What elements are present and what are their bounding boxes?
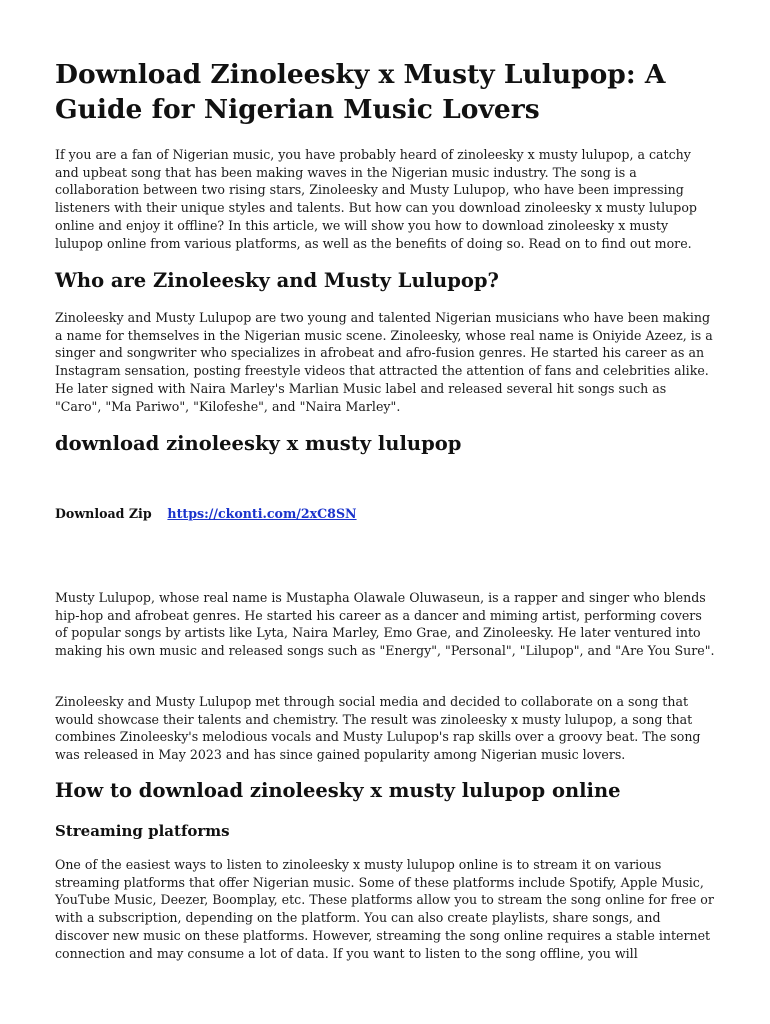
bio-paragraph-musty: Musty Lulupop, whose real name is Mustapha Olawale Oluwaseun, is a rapper and singer who blends hip-hop and afrobeat genres. He started his career as a dancer and miming artist, performing covers of popular songs by artists like Lyta, Naira Marley, Emo Grae, and Zinoleesky. He later ventured into making his own music and released songs such as "Energy", "Personal", "Lilupop", and "Are You Sure". <box>55 590 715 659</box>
streaming-paragraph: One of the easiest ways to listen to zinoleesky x musty lulupop online is to stream it on various streaming platforms that offer Nigerian music. Some of these platforms include Spotify, Apple Music, YouTube Music, Deezer, Boomplay, etc. These platforms allow you to stream the song online for free or with a subscription, depending on the platform. You can also create playlists, share songs, and discover new music on these platforms. However, streaming the song online requires a stable internet connection and may consume a lot of data. If you want to listen to the song offline, you will <box>55 857 714 961</box>
page-title: Download Zinoleesky x Musty Lulupop: A Guide for Nigerian Music Lovers <box>55 59 666 125</box>
download-label: Download Zip <box>55 506 152 521</box>
section-heading-how: How to download zinoleesky x musty lulupop online <box>55 779 621 802</box>
download-link[interactable]: https://ckonti.com/2xC8SN <box>167 506 357 521</box>
download-line <box>55 505 357 523</box>
keyword-heading: download zinoleesky x musty lulupop <box>55 432 462 455</box>
subsection-heading-streaming: Streaming platforms <box>55 822 230 840</box>
section-heading-who: Who are Zinoleesky and Musty Lulupop? <box>55 269 499 292</box>
intro-paragraph: If you are a fan of Nigerian music, you have probably heard of zinoleesky x musty lulupop, a catchy and upbeat song that has been making waves in the Nigerian music industry. The song is a collaboration between two rising stars, Zinoleesky and Musty Lulupop, who have been impressing listeners with their unique styles and talents. But how can you download zinoleesky x musty lulupop online and enjoy it offline? In this article, we will show you how to download zinoleesky x musty lulupop online from various platforms, as well as the benefits of doing so. Read on to find out more. <box>55 147 697 251</box>
bio-paragraph-zinoleesky: Zinoleesky and Musty Lulupop are two young and talented Nigerian musicians who have been making a name for themselves in the Nigerian music scene. Zinoleesky, whose real name is Oniyide Azeez, is a singer and songwriter who specializes in afrobeat and afro-fusion genres. He started his career as an Instagram sensation, posting freestyle videos that attracted the attention of fans and celebrities alike. He later signed with Naira Marley's Marlian Music label and released several hit songs such as "Caro", "Ma Pariwo", "Kilofeshe", and "Naira Marley". <box>55 310 713 414</box>
collab-paragraph: Zinoleesky and Musty Lulupop met through social media and decided to collaborate on a song that would showcase their talents and chemistry. The result was zinoleesky x musty lulupop, a song that combines Zinoleesky's melodious vocals and Musty Lulupop's rap skills over a groovy beat. The song was released in May 2023 and has since gained popularity among Nigerian music lovers. <box>55 694 701 763</box>
